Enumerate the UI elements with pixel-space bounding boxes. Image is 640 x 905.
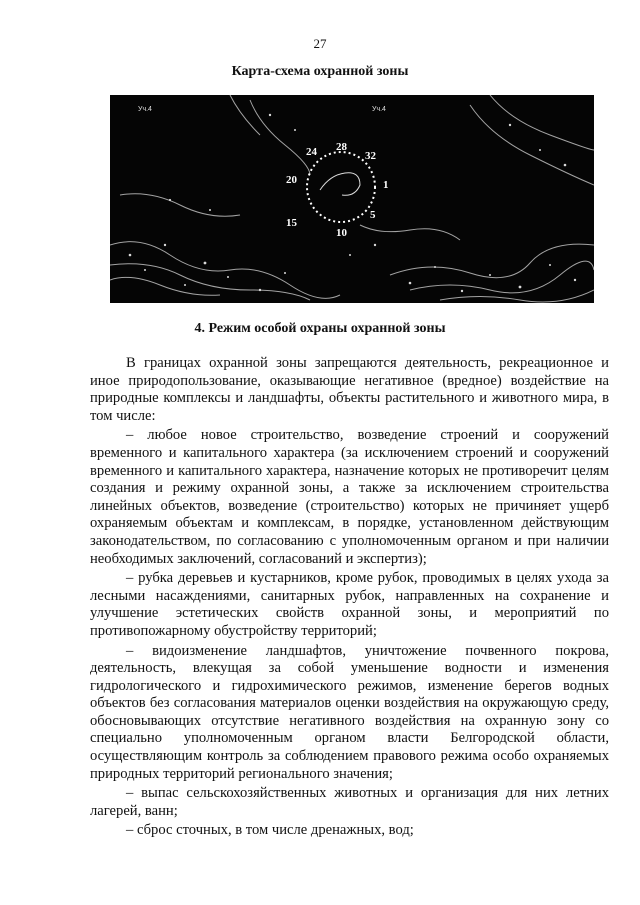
map-image bbox=[110, 95, 594, 303]
point-label: 24 bbox=[306, 146, 317, 158]
section-heading: 4. Режим особой охраны охранной зоны bbox=[194, 321, 446, 336]
list-item: – рубка деревьев и кустарников, кроме рубок, проводимых в целях ухода за лесными насаждениями, санитарных рубок, направленных на сохранение и улучшение эстетических свойств охранной зоны, и мероприятий по противопожарному обустройству территорий; bbox=[90, 570, 609, 639]
body-text bbox=[90, 355, 609, 840]
point-label: 5 bbox=[370, 209, 376, 221]
list-item: – видоизменение ландшафтов, уничтожение почвенного покрова, деятельность, влекущая за собой уменьшение водности и изменения гидрологического и гидрохимического режимов, изменение берегов водных объектов без согласования материалов оценки воздействия на окружающую среду, обосновывающих отсутствие негативного воздействия на охранную зону со специально уполномоченным органом власти Белгородской области, осуществляющим контроль за соблюдением правового режима особо охраняемых природных территорий регионального значения; bbox=[90, 642, 609, 782]
list-item: – сброс сточных, в том числе дренажных, вод; bbox=[126, 822, 414, 839]
corner-label: Уч.4 bbox=[138, 106, 152, 113]
point-label: 1 bbox=[383, 179, 389, 191]
page-number: 27 bbox=[313, 36, 327, 51]
point-label: 32 bbox=[365, 150, 376, 162]
intro-paragraph: В границах охранной зоны запрещаются деятельность, рекреационное и иное природопользование, оказывающие негативное (вредное) воздействие на природные комплексы и ландшафты, объекты растительного и животного мира, в том числе: bbox=[90, 355, 609, 424]
point-label: 28 bbox=[336, 141, 347, 153]
point-label: 10 bbox=[336, 227, 347, 239]
point-label: 20 bbox=[286, 174, 297, 186]
map-background bbox=[110, 95, 594, 303]
protection-zone-map bbox=[110, 95, 594, 303]
map-title: Карта-схема охранной зоны bbox=[231, 64, 409, 79]
corner-label: Уч.4 bbox=[372, 106, 386, 113]
list-item: – выпас сельскохозяйственных животных и организация для них летних лагерей, ванн; bbox=[90, 785, 609, 819]
point-label: 15 bbox=[286, 217, 297, 229]
list-item: – любое новое строительство, возведение строений и сооружений временного и капитального характера (за исключением строений и сооружений временного и капитального характера, назначение которых не противоречит целям создания и режиму охранной зоны, а также за исключением строительства линейных объектов, возведение (строительство) которых не причиняет ущерб охраняемым объектам и комплексам, в порядке, установленном действующим законодательством, по согласованию с уполномоченным органом и при наличии необходимых заключений, согласований и экспертиз); bbox=[90, 427, 609, 567]
